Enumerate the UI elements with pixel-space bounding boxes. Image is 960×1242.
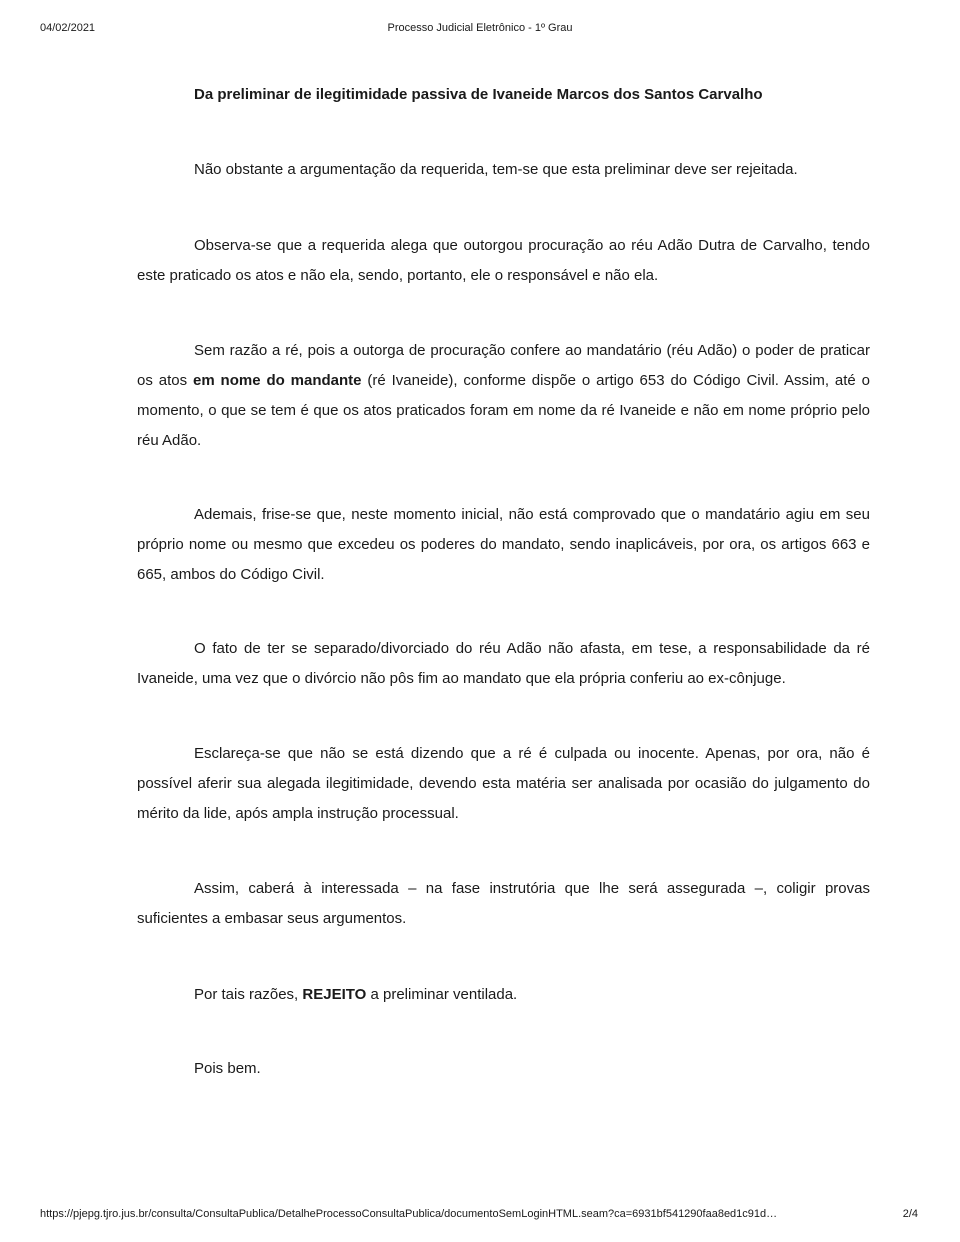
paragraph-8-emphasis: REJEITO (302, 986, 367, 1003)
paragraph-3-text-b: (ré Ivaneide), conforme dispõe o artigo 653 do Código Civil. Assim, até o momento, o que se tem é que os atos praticados foram em nome da ré Ivaneide e não em nome próprio pelo réu Adão. (137, 372, 871, 449)
paragraph-3-emphasis: em nome do mandante (192, 372, 362, 389)
paragraph-9: Pois bem. (194, 1060, 261, 1077)
page-number: 2/4 (902, 1208, 918, 1220)
paragraph-4: Ademais, frise-se que, neste momento inicial, não está comprovado que o mandatário agiu em seu próprio nome ou mesmo que excedeu os poderes do mandato, sendo inaplicáveis, por ora, os artigos 663 e 665, ambos do Código Civil. (137, 506, 870, 583)
paragraph-2: Observa-se que a requerida alega que outorgou procuração ao réu Adão Dutra de Carvalho, tendo este praticado os atos e não ela, sendo, portanto, ele o responsável e não ela. (137, 237, 870, 284)
paragraph-8 (137, 980, 870, 1010)
print-header-title: Processo Judicial Eletrônico - 1º Grau (387, 22, 573, 34)
print-date: 04/02/2021 (40, 22, 96, 34)
paragraph-1: Não obstante a argumentação da requerida, tem-se que esta preliminar deve ser rejeitada. (194, 161, 798, 178)
paragraph-7: Assim, caberá à interessada – na fase instrutória que lhe será assegurada –, coligir provas suficientes a embasar seus argumentos. (137, 880, 870, 927)
footer-url: https://pjepg.tjro.jus.br/consulta/ConsultaPublica/DetalheProcessoConsultaPublica/documentoSemLoginHTML.seam?ca=6931bf541290faa8ed1c91d… (40, 1208, 778, 1220)
paragraph-8-text-a: Por tais razões, (194, 986, 303, 1003)
paragraph-3 (137, 336, 870, 456)
paragraph-5: O fato de ter se separado/divorciado do réu Adão não afasta, em tese, a responsabilidade da ré Ivaneide, uma vez que o divórcio não pôs fim ao mandato que ela própria conferiu ao ex-cônjuge. (137, 640, 870, 687)
section-heading: Da preliminar de ilegitimidade passiva de Ivaneide Marcos dos Santos Carvalho (194, 86, 763, 103)
paragraph-8-text-b: a preliminar ventilada. (366, 986, 518, 1003)
paragraph-3-text-a: Sem razão a ré, pois a outorga de procuração confere ao mandatário (réu Adão) o poder de praticar os atos (137, 342, 870, 389)
paragraph-6: Esclareça-se que não se está dizendo que a ré é culpada ou inocente. Apenas, por ora, não é possível aferir sua alegada ilegitimidade, devendo esta matéria ser analisada por ocasião do julgamento do mérito da lide, após ampla instrução processual. (137, 745, 870, 822)
